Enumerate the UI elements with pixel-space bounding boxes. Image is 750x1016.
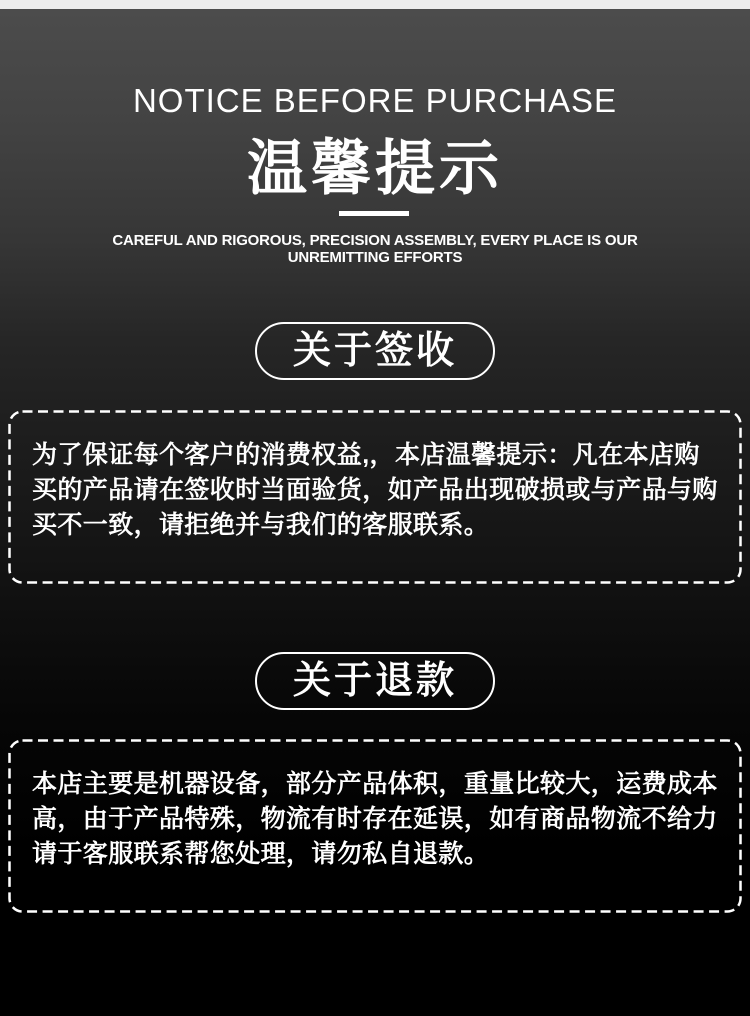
subtitle-line-2: UNREMITTING EFFORTS: [287, 248, 463, 266]
subtitle-line-1: CAREFUL AND RIGOROUS, PRECISION ASSEMBLY, EVERY PLACE IS OUR: [112, 232, 638, 249]
title-chinese: 温馨提示: [247, 135, 503, 202]
about-receipt-button[interactable]: 关于签收: [255, 322, 495, 380]
title-divider: [339, 211, 409, 216]
title-english: NOTICE BEFORE PURCHASE: [132, 82, 618, 119]
subtitle: [0, 233, 750, 266]
refund-notice-text: 本店主要是机器设备，部分产品体积，重量比较大，运费成本高，由于产品特殊，物流有时存在延误，如有商品物流不给力请于客服联系帮您处理，请勿私自退款。: [32, 770, 718, 868]
top-light-bar: [0, 0, 750, 9]
receipt-notice-text: 为了保证每个客户的消费权益,，本店温馨提示：凡在本店购买的产品请在签收时当面验货，如产品出现破损或与产品与购买不一致，请拒绝并与我们的客服联系。: [32, 441, 718, 539]
about-refund-button[interactable]: 关于退款: [255, 652, 495, 710]
receipt-notice-box: [8, 410, 742, 584]
refund-notice-box: [8, 739, 742, 913]
